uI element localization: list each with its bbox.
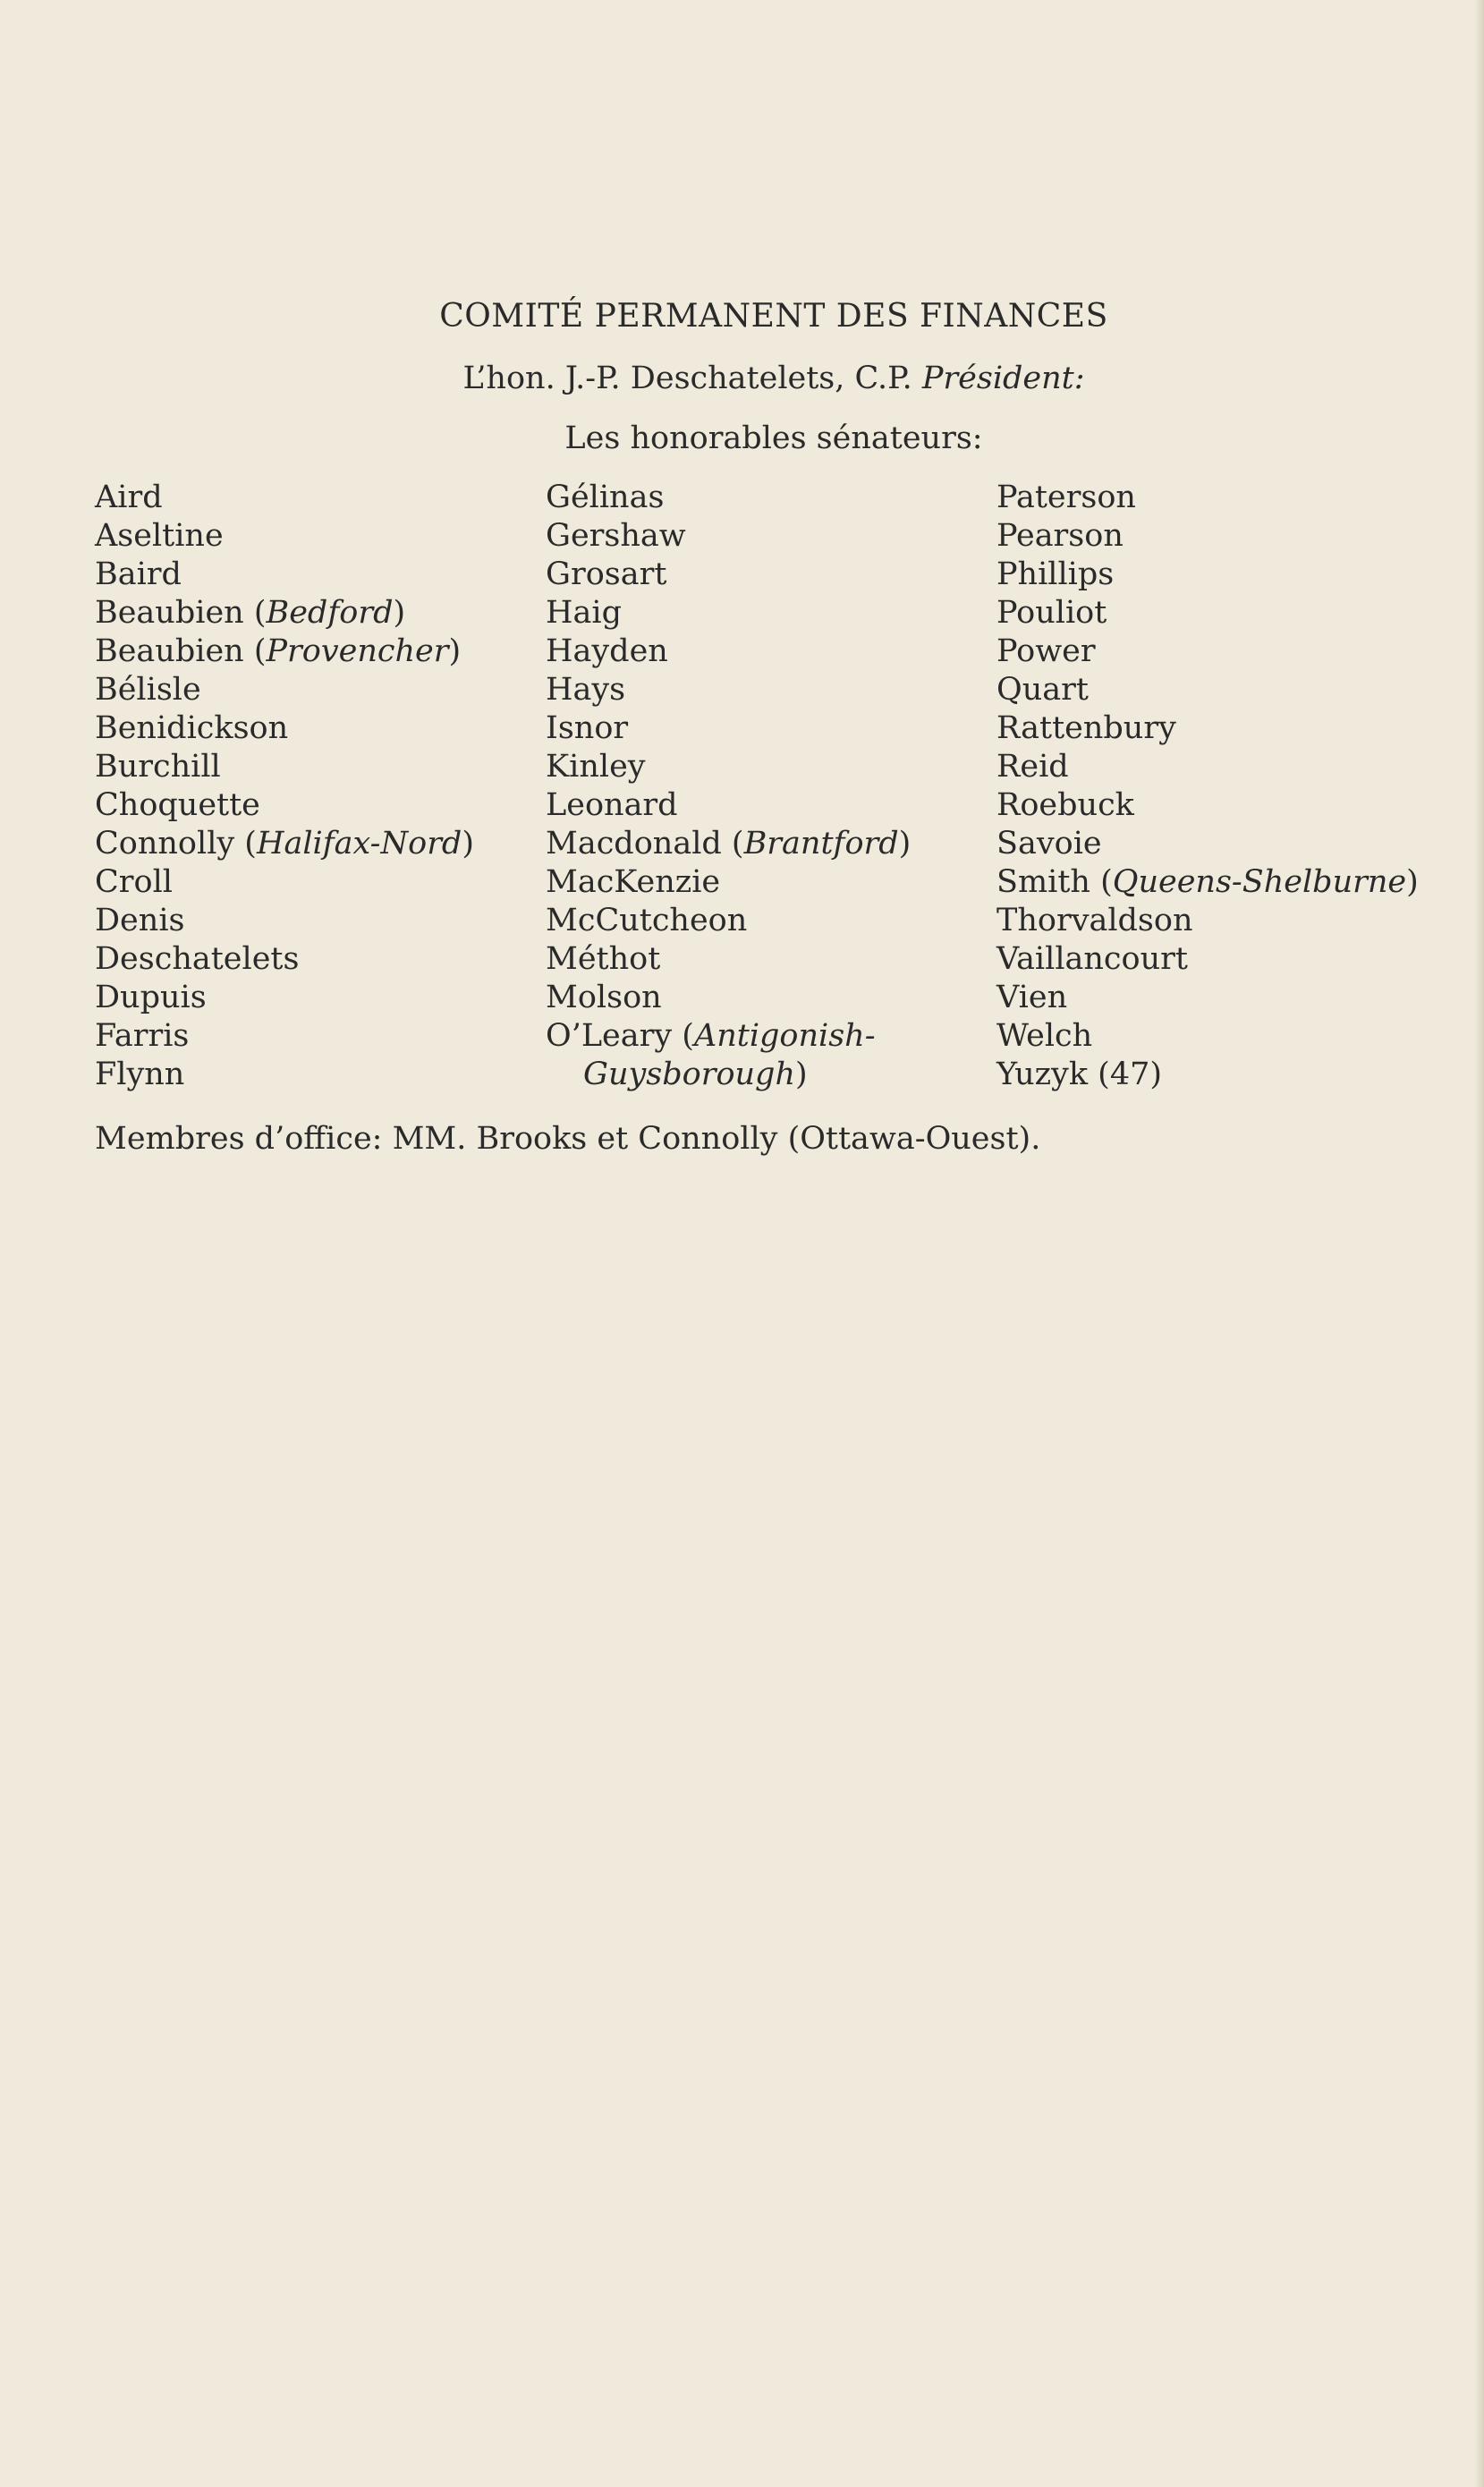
senator-entry: [95, 863, 474, 902]
senator-name: Benidickson: [95, 710, 289, 746]
senator-name: Pearson: [996, 518, 1124, 554]
senator-entry: Smith (Queens-Shelburne): [996, 864, 1419, 900]
senator-entry: [546, 517, 911, 556]
senator-name: Méthot: [546, 941, 661, 977]
senator-name: Connolly: [95, 826, 235, 862]
senator-name: Pouliot: [996, 595, 1107, 631]
senator-name: Aird: [95, 480, 163, 515]
senator-entry: [546, 556, 911, 594]
senator-name: Quart: [996, 672, 1089, 708]
senator-name: Roebuck: [996, 787, 1134, 823]
senator-entry: [546, 902, 911, 940]
senator-entry: Beaubien (Bedford): [95, 595, 406, 631]
senator-name: Denis: [95, 903, 185, 938]
senator-entry: [996, 979, 1419, 1017]
senator-name: Grosart: [546, 556, 667, 592]
senator-entry: [95, 517, 474, 556]
senator-entry: [996, 556, 1419, 594]
president-line: [0, 361, 1484, 396]
senator-entry: Beaubien (Provencher): [95, 633, 462, 669]
senator-name: Savoie: [996, 826, 1102, 862]
president-name: L’hon. J.-P. Deschatelets, C.P.: [462, 361, 922, 396]
senator-name: Isnor: [546, 710, 629, 746]
senator-name: Flynn: [95, 1057, 185, 1092]
senator-name: McCutcheon: [546, 903, 748, 938]
senator-name: Beaubien: [95, 633, 244, 669]
senator-name: Gélinas: [546, 480, 665, 515]
senator-entry: [95, 786, 474, 825]
president-role: Président:: [921, 361, 1085, 396]
senator-name: Kinley: [546, 749, 646, 785]
senator-name: Beaubien: [95, 595, 244, 631]
senator-entry: [996, 517, 1419, 556]
senator-entry: [996, 479, 1419, 517]
senator-name: Choquette: [95, 787, 260, 823]
senator-entry: [546, 671, 911, 709]
senator-name: MacKenzie: [546, 864, 721, 900]
senator-entry: [546, 979, 911, 1017]
senator-column-2: [546, 479, 911, 1094]
senator-name: Deschatelets: [95, 941, 300, 977]
senator-entry: [95, 1017, 474, 1056]
senator-entry: [996, 709, 1419, 748]
senator-name: Farris: [95, 1018, 190, 1054]
senator-name: Hayden: [546, 633, 668, 669]
senator-name: O’Leary: [546, 1018, 673, 1054]
senator-riding: Provencher: [266, 633, 449, 669]
senator-entry: [95, 1056, 474, 1094]
senator-entry: [546, 709, 911, 748]
senator-name: Phillips: [996, 556, 1115, 592]
senator-name: Power: [996, 633, 1096, 669]
senator-entry: [996, 748, 1419, 786]
senator-entry: [996, 1017, 1419, 1056]
senator-riding: Antigonish-: [693, 1018, 876, 1054]
senator-name: Haig: [546, 595, 622, 631]
senator-entry: [996, 1056, 1419, 1094]
senator-name: Welch: [996, 1018, 1093, 1054]
senator-entry: O’Leary (Antigonish-: [546, 1018, 876, 1054]
senator-riding: Queens-Shelburne: [1112, 864, 1407, 900]
senator-entry: [996, 902, 1419, 940]
senator-name: Dupuis: [95, 980, 207, 1015]
committee-title: COMITÉ PERMANENT DES FINANCES: [439, 298, 1108, 335]
senator-entry: [546, 940, 911, 979]
senator-entry: Macdonald (Brantford): [546, 826, 912, 862]
senator-entry: [95, 979, 474, 1017]
senators-subheading: Les honorables sénateurs:: [564, 420, 983, 456]
senator-column-1: [95, 479, 474, 1094]
senator-riding: Halifax-Nord: [256, 826, 462, 862]
senator-entry: [95, 556, 474, 594]
senator-riding: Guysborough: [583, 1057, 796, 1092]
senator-name: Aseltine: [95, 518, 224, 554]
senator-entry: [546, 594, 911, 632]
senator-riding: Bedford: [266, 595, 394, 631]
senator-name: Macdonald: [546, 826, 722, 862]
senator-entry: [996, 786, 1419, 825]
senator-entry: [546, 863, 911, 902]
senator-name: Paterson: [996, 480, 1136, 515]
senator-name: Croll: [95, 864, 173, 900]
senator-name: Vaillancourt: [996, 941, 1188, 977]
senator-entry: [996, 594, 1419, 632]
senator-riding: Brantford: [743, 826, 899, 862]
senator-name: Vien: [996, 980, 1068, 1015]
senator-name: Reid: [996, 749, 1069, 785]
senator-name: Burchill: [95, 749, 221, 785]
senator-entry: [546, 479, 911, 517]
senator-entry: [95, 709, 474, 748]
senator-name: Gershaw: [546, 518, 686, 554]
senator-name: Baird: [95, 556, 182, 592]
senator-count: (47): [1098, 1057, 1163, 1092]
senator-entry: [95, 940, 474, 979]
senator-name: Yuzyk: [996, 1057, 1089, 1092]
senator-name: Rattenbury: [996, 710, 1176, 746]
senator-entry: [546, 786, 911, 825]
senator-name: Leonard: [546, 787, 678, 823]
senator-entry: [546, 748, 911, 786]
senator-entry: [996, 825, 1419, 863]
senator-name: Smith: [996, 864, 1090, 900]
senator-entry: [95, 902, 474, 940]
senator-entry: [95, 671, 474, 709]
senator-entry: [996, 632, 1419, 671]
senator-entry: [546, 632, 911, 671]
senator-entry: [996, 940, 1419, 979]
senator-name: Hays: [546, 672, 626, 708]
senator-entry: [95, 748, 474, 786]
senator-entry: [996, 671, 1419, 709]
senator-name: Bélisle: [95, 672, 201, 708]
senator-entry-continuation: Guysborough): [583, 1057, 808, 1092]
senator-column-3: [996, 479, 1419, 1094]
senator-name: Molson: [546, 980, 662, 1015]
senator-entry: Connolly (Halifax-Nord): [95, 826, 474, 862]
senator-name: Thorvaldson: [996, 903, 1193, 938]
senator-entry: [95, 479, 474, 517]
ex-officio-members: Membres d’office: MM. Brooks et Connolly (Ottawa-Ouest).: [95, 1121, 1041, 1157]
